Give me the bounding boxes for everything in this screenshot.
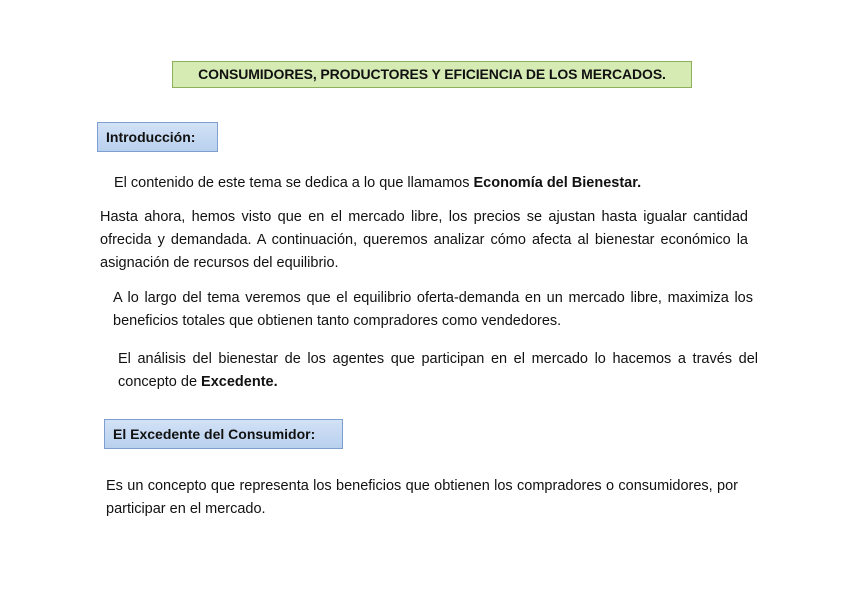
bold-term-welfare-economics: Economía del Bienestar. <box>473 175 642 191</box>
paragraph-text: El análisis del bienestar de los agentes que participan en el mercado lo hacemos a través del concepto de <box>118 351 758 390</box>
paragraph-welfare-economics <box>114 172 754 195</box>
paragraph-text: El contenido de este tema se dedica a lo que llamamos <box>114 175 474 191</box>
paragraph-total-benefits: A lo largo del tema veremos que el equilibrio oferta-demanda en un mercado libre, maximiza los beneficios totales que obtienen tanto compradores como vendedores. <box>113 290 753 329</box>
bold-term-surplus: Excedente. <box>201 374 278 390</box>
introduction-label: Introducción: <box>97 122 218 152</box>
consumer-surplus-label: El Excedente del Consumidor: <box>104 419 343 449</box>
paragraph-market-equilibrium: Hasta ahora, hemos visto que en el mercado libre, los precios se ajustan hasta igualar cantidad ofrecida y demandada. A continuación, queremos analizar cómo afecta al bienestar económico la asignación de recursos del equilibrio. <box>100 209 748 271</box>
paragraph-consumer-surplus-definition: Es un concepto que representa los beneficios que obtienen los compradores o consumidores, por participar en el mercado. <box>106 478 738 517</box>
paragraph-surplus-concept <box>118 348 758 394</box>
slide-title: CONSUMIDORES, PRODUCTORES Y EFICIENCIA DE LOS MERCADOS. <box>172 61 692 88</box>
